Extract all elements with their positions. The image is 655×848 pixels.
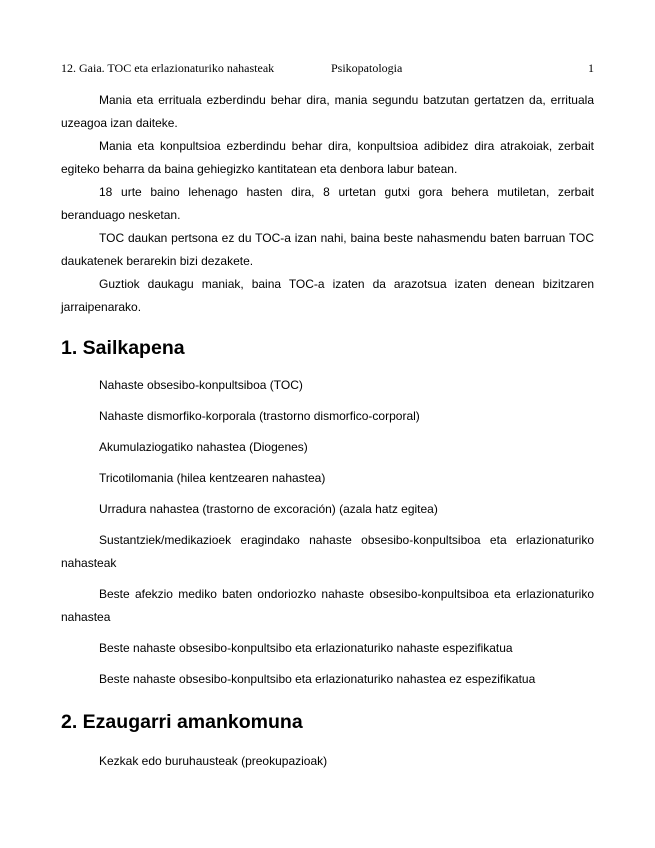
section-heading-ezaugarri-amankomuna: 2. Ezaugarri amankomuna [61,711,303,733]
intro-section [61,89,594,319]
header-chapter-title: 12. Gaia. TOC eta erlazionaturiko nahasteak [61,61,275,75]
list-item: Akumulaziogatiko nahastea (Diogenes) [99,440,308,454]
list-item: Nahaste obsesibo-konpultsiboa (TOC) [99,378,303,392]
sailkapena-list [61,374,594,699]
list-item: Beste afekzio mediko baten ondoriozko nahaste obsesibo-konpultsiboa eta erlazionaturiko nahastea [61,587,594,624]
list-item: Tricotilomania (hilea kentzearen nahastea) [99,471,326,485]
list-item: Urradura nahastea (trastorno de excoración) (azala hatz egitea) [99,502,438,516]
list-item: Beste nahaste obsesibo-konpultsibo eta erlazionaturiko nahastea ez espezifikatua [99,672,536,686]
section-heading-sailkapena: 1. Sailkapena [61,337,185,359]
intro-paragraph: TOC daukan pertsona ez du TOC-a izan nahi, baina beste nahasmendu baten barruan TOC daukatenek berarekin bizi dezakete. [61,231,594,268]
intro-paragraph: Guztiok daukagu maniak, baina TOC-a izaten da arazotsua izaten denean bizitzaren jarraipenarako. [61,277,594,314]
list-item: Nahaste dismorfiko-korporala (trastorno dismorfico-corporal) [99,409,420,423]
list-item: Beste nahaste obsesibo-konpultsibo eta erlazionaturiko nahaste espezifikatua [99,641,513,655]
intro-paragraph: Mania eta konpultsioa ezberdindu behar dira, konpultsioa adibidez dira atrakoiak, zerbait egiteko beharra da baina gehiegizko kantitatean eta denbora labur batean. [61,139,594,176]
header-subject: Psikopatologia [331,61,403,75]
list-item: Kezkak edo buruhausteak (preokupazioak) [99,754,328,768]
page-number: 1 [588,61,594,75]
page-header [61,59,594,77]
intro-paragraph: 18 urte baino lehenago hasten dira, 8 urtetan gutxi gora behera mutiletan, zerbait beranduago nesketan. [61,185,594,222]
intro-paragraph: Mania eta errituala ezberdindu behar dira, mania segundu batzutan gertatzen da, errituala uzeagoa izan daiteke. [61,93,594,130]
ezaugarri-list [61,750,594,773]
list-item: Sustantziek/medikazioek eragindako nahaste obsesibo-konpultsiboa eta erlazionaturiko nahasteak [61,533,594,570]
